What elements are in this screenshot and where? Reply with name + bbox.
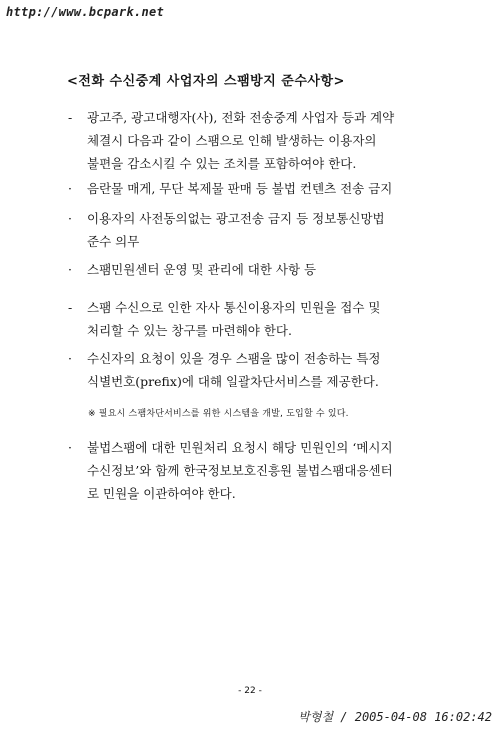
page-number: - 22 - xyxy=(238,686,262,696)
bullet-marker: · xyxy=(68,440,72,455)
bullet-marker: · xyxy=(68,351,72,366)
item-line: 불편을 감소시킬 수 있는 조치를 포함하여야 한다. xyxy=(87,156,357,171)
item-line: 음란물 매게, 무단 복제물 판매 등 불법 컨텐츠 전송 금지 xyxy=(87,181,393,196)
bullet-marker: · xyxy=(68,211,72,226)
list-block xyxy=(66,207,446,253)
list-block xyxy=(66,258,446,281)
bullet-marker: · xyxy=(68,181,72,196)
list-block xyxy=(66,296,446,342)
section-heading: <전화 수신중계 사업자의 스팸방지 준수사항> xyxy=(67,74,345,89)
list-block xyxy=(66,177,446,200)
watermark-url: http://www.bcpark.net xyxy=(6,5,165,19)
list-block xyxy=(66,106,446,175)
list-block xyxy=(66,436,446,505)
item-line: 스팸 수신으로 인한 자사 통신이용자의 민원을 접수 및 xyxy=(87,300,381,315)
dash-marker: - xyxy=(68,110,73,125)
item-line: 수신정보’와 함께 한국정보보호진흥원 불법스팸대응센터 xyxy=(87,463,393,478)
bullet-marker: · xyxy=(68,262,72,277)
item-line: 로 민원을 이관하여야 한다. xyxy=(87,486,236,501)
item-line: 수신자의 요청이 있을 경우 스팸을 많이 전송하는 특정 xyxy=(87,351,381,366)
item-line: 스팸민원센터 운영 및 관리에 대한 사항 등 xyxy=(87,262,317,277)
list-item-bullet xyxy=(66,258,446,281)
list-block xyxy=(66,347,446,393)
item-line: 이용자의 사전동의없는 광고전송 금지 등 정보통신망법 xyxy=(87,211,385,226)
list-item-dash xyxy=(66,106,446,175)
item-line: 체결시 다음과 같이 스팸으로 인해 발생하는 이용자의 xyxy=(87,133,377,148)
item-line: 식별번호(prefix)에 대해 일괄차단서비스를 제공한다. xyxy=(87,374,379,389)
item-line: 준수 의무 xyxy=(87,234,140,249)
item-line: 광고주, 광고대행자(사), 전화 전송중계 사업자 등과 계약 xyxy=(87,110,395,125)
list-item-dash xyxy=(66,296,446,342)
list-item-bullet xyxy=(66,177,446,200)
watermark-author-timestamp: 박형철 / 2005-04-08 16:02:42 xyxy=(298,710,492,724)
dash-marker: - xyxy=(68,300,73,315)
item-line: 불법스팸에 대한 민원처리 요청시 해당 민원인의 ‘메시지 xyxy=(87,440,393,455)
list-item-bullet xyxy=(66,347,446,393)
item-line: 처리할 수 있는 창구를 마련해야 한다. xyxy=(87,323,292,338)
list-item-bullet xyxy=(66,436,446,505)
list-item-bullet xyxy=(66,207,446,253)
footnote-note: ※ 필요시 스팸차단서비스를 위한 시스템을 개발, 도입할 수 있다. xyxy=(88,409,349,419)
